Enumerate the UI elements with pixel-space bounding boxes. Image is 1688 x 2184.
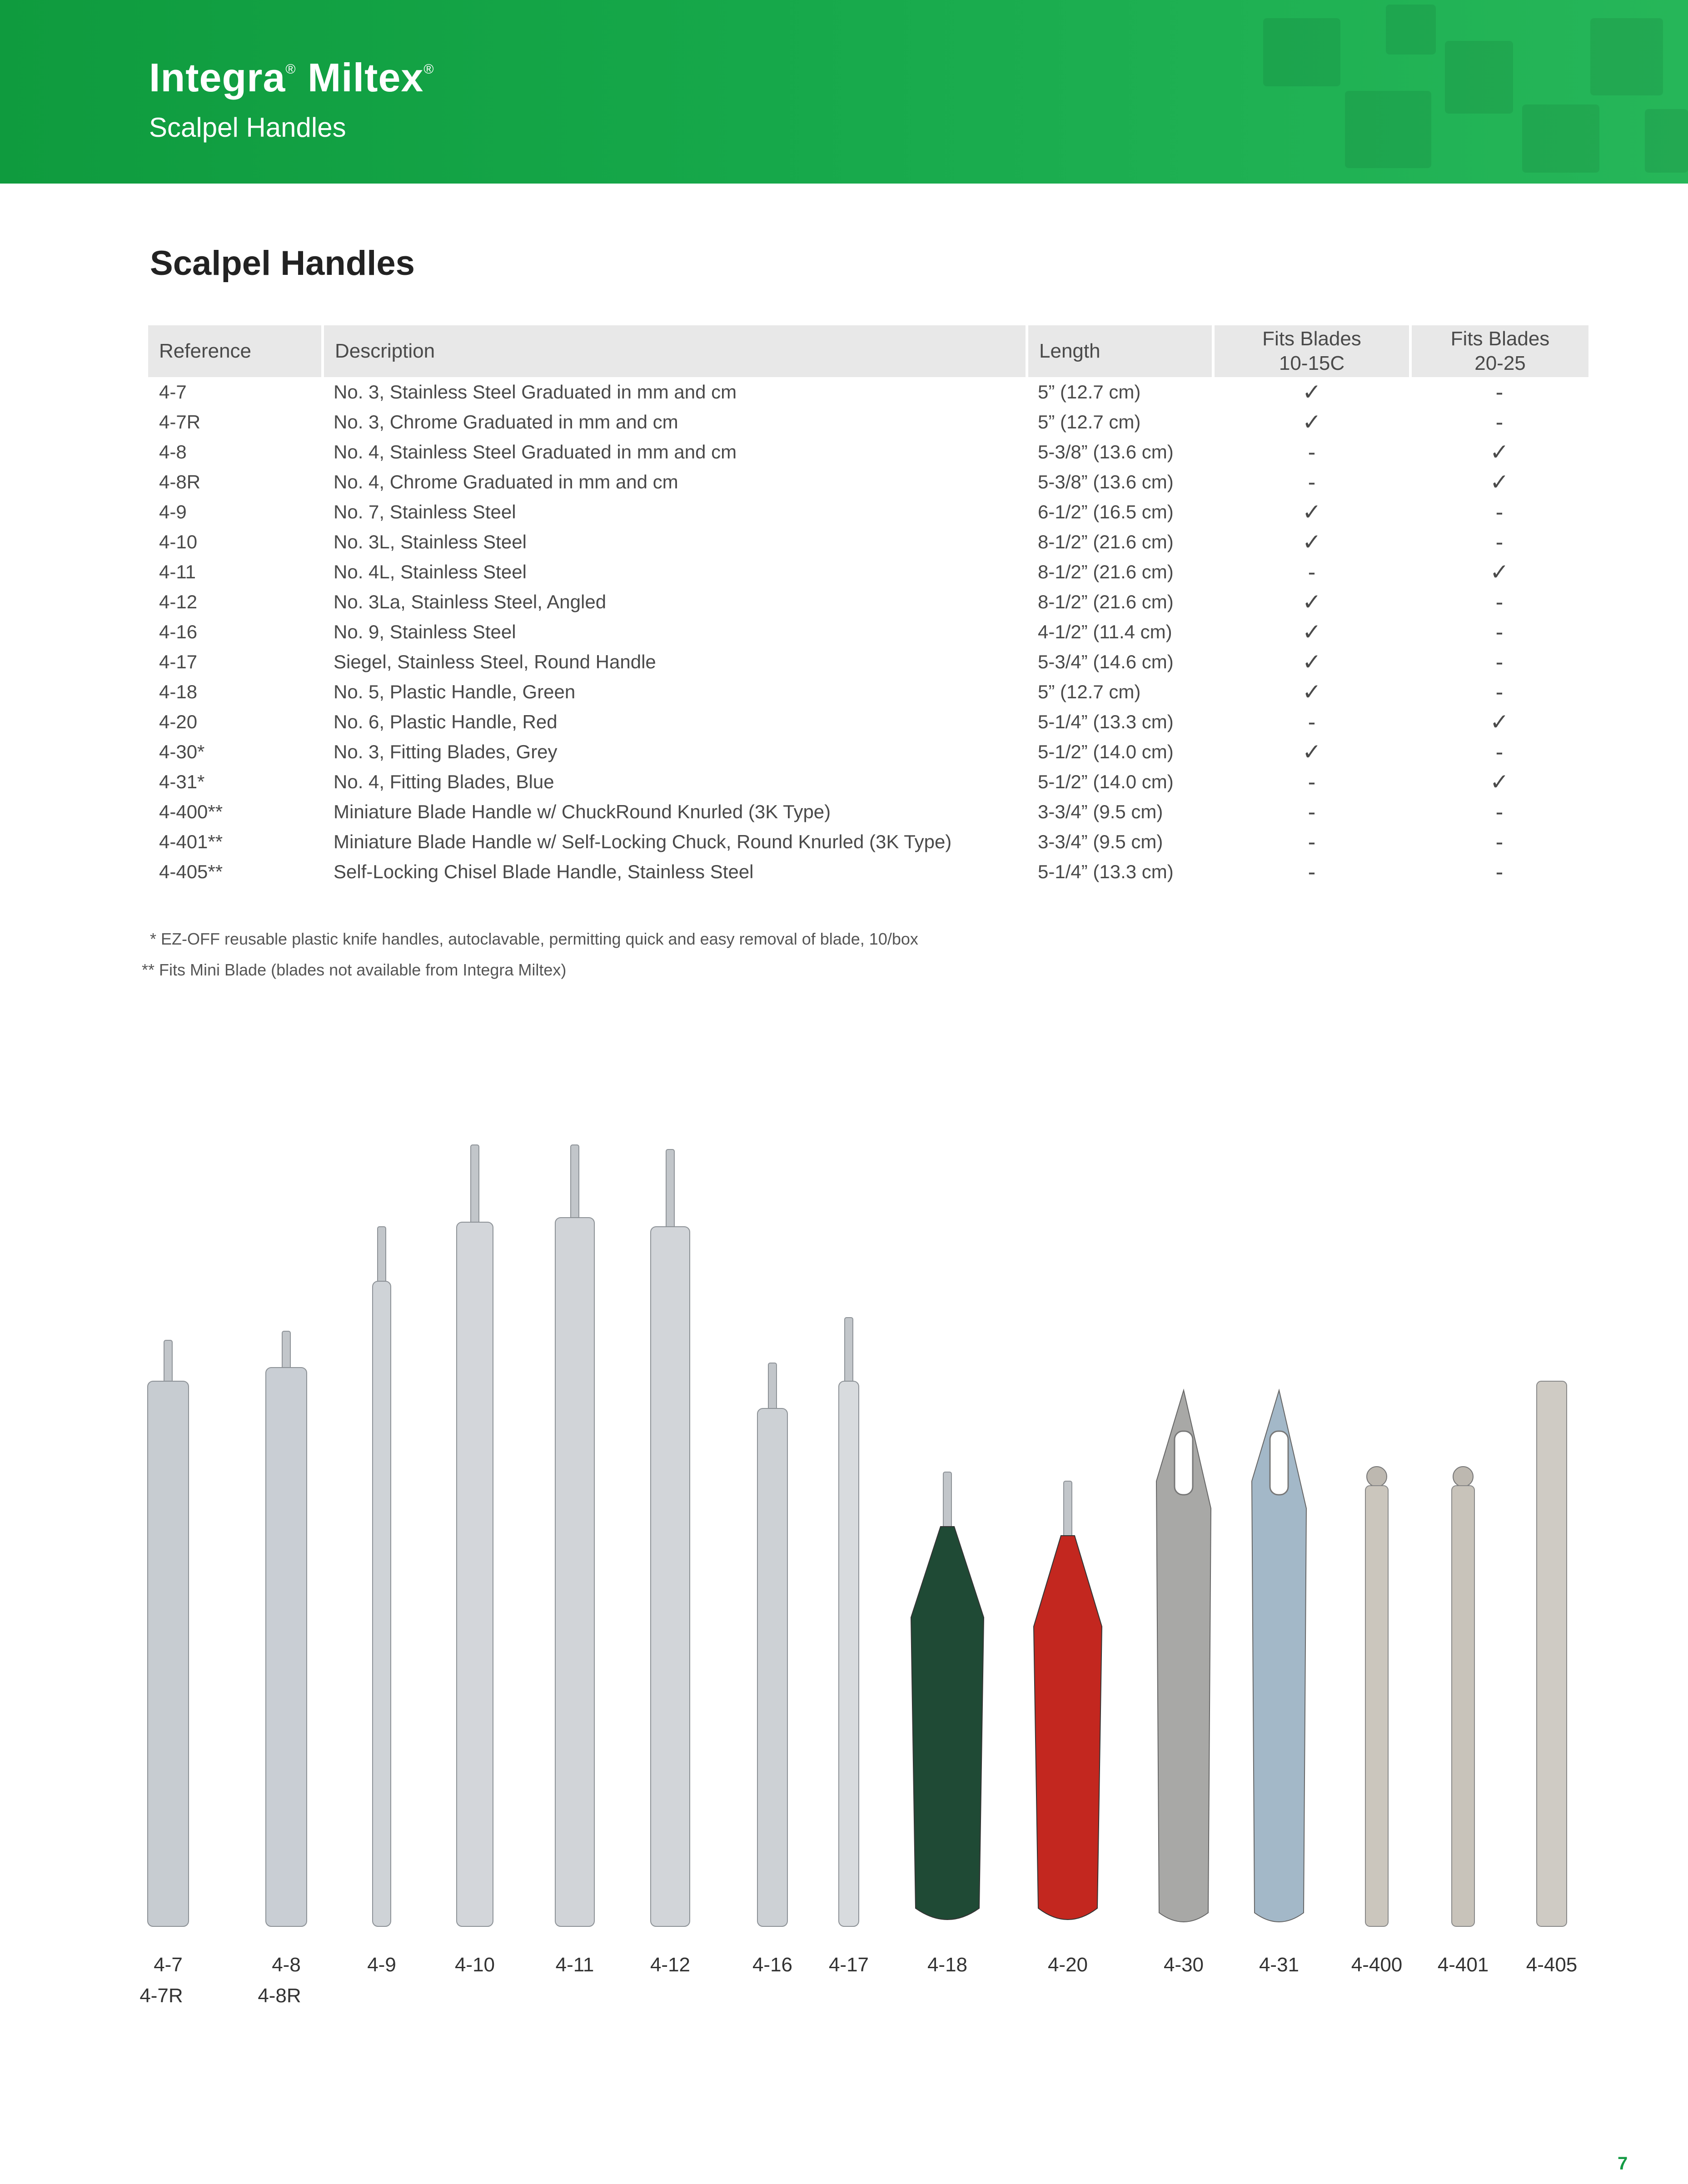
cell-fits-large-blades: ✓ — [1490, 469, 1509, 495]
cell-length: 8-1/2” (21.6 cm) — [1038, 591, 1174, 612]
cell-fits-large-blades: - — [1495, 409, 1504, 435]
handle-label: 4-9 — [367, 1954, 396, 1976]
table-row — [148, 617, 1588, 647]
header-line: Fits Blades — [1450, 328, 1550, 350]
cell-fits-small-blades: ✓ — [1302, 409, 1321, 435]
handle-illustrations — [0, 1127, 1688, 2007]
cell-description: No. 3, Chrome Graduated in mm and cm — [334, 411, 678, 433]
cell-description: Siegel, Stainless Steel, Round Handle — [334, 651, 656, 672]
table-row — [148, 707, 1588, 737]
chuck-cap — [1367, 1467, 1387, 1487]
cell-description: No. 3La, Stainless Steel, Angled — [334, 591, 607, 612]
handle-label: 4-8 — [272, 1954, 301, 1976]
cell-fits-large-blades: - — [1495, 619, 1504, 645]
handle-body — [757, 1408, 787, 1926]
handle-label: 4-7 — [154, 1954, 183, 1976]
cell-reference: 4-30* — [159, 741, 205, 762]
handle-label: 4-10 — [454, 1954, 495, 1976]
cell-length: 5-3/4” (14.6 cm) — [1038, 651, 1174, 672]
header-line: Fits Blades — [1262, 328, 1361, 350]
cell-fits-large-blades: - — [1495, 679, 1504, 705]
cell-length: 5-3/8” (13.6 cm) — [1038, 471, 1174, 493]
cell-fits-large-blades: - — [1495, 859, 1504, 885]
table-row — [148, 737, 1588, 767]
blade-release-slot — [1175, 1431, 1193, 1495]
header-subtitle: Scalpel Handles — [149, 112, 346, 143]
handle-label: 4-401 — [1437, 1954, 1489, 1976]
table-row — [148, 857, 1588, 887]
cell-length: 6-1/2” (16.5 cm) — [1038, 501, 1174, 522]
cell-fits-large-blades: ✓ — [1490, 559, 1509, 585]
column-header-fits-small-blades — [1213, 325, 1410, 377]
cell-fits-small-blades: ✓ — [1302, 739, 1321, 765]
decorative-square — [1345, 91, 1431, 168]
registered-mark: ® — [285, 62, 296, 77]
handle-label: 4-16 — [752, 1954, 793, 1976]
cell-description: No. 9, Stainless Steel — [334, 621, 516, 642]
brand-name: Integra — [149, 55, 286, 100]
handle-body — [911, 1527, 984, 1920]
decorative-square — [1445, 41, 1513, 114]
cell-fits-large-blades: - — [1495, 829, 1504, 855]
table-row — [148, 437, 1588, 467]
cell-description: No. 4, Stainless Steel Graduated in mm and cm — [334, 441, 737, 463]
handle-body — [1452, 1486, 1474, 1926]
handle-body — [1537, 1381, 1567, 1926]
cell-reference: 4-31* — [159, 771, 205, 792]
table-row — [148, 407, 1588, 437]
cell-reference: 4-16 — [159, 621, 198, 642]
handle-body — [1365, 1486, 1388, 1926]
cell-reference: 4-9 — [159, 501, 187, 522]
cell-length: 5” (12.7 cm) — [1038, 381, 1141, 403]
column-header-reference: Reference — [148, 325, 323, 377]
cell-reference: 4-7R — [159, 411, 201, 433]
cell-fits-small-blades: - — [1308, 559, 1316, 585]
header-banner — [0, 0, 1688, 184]
cell-description: No. 4, Fitting Blades, Blue — [334, 771, 554, 792]
cell-reference: 4-400** — [159, 801, 223, 822]
cell-fits-small-blades: - — [1308, 829, 1316, 855]
cell-fits-large-blades: ✓ — [1490, 709, 1509, 735]
handle-label-secondary: 4-7R — [139, 1985, 183, 2007]
handle-label: 4-17 — [828, 1954, 869, 1976]
cell-reference: 4-7 — [159, 381, 187, 403]
cell-description: No. 3, Stainless Steel Graduated in mm and cm — [334, 381, 737, 403]
cell-reference: 4-17 — [159, 651, 198, 672]
handle-label: 4-11 — [555, 1954, 594, 1976]
table-row — [148, 677, 1588, 707]
handle-body — [457, 1222, 493, 1926]
scalpel-handles-table — [148, 325, 1588, 887]
table-body — [148, 377, 1588, 887]
header-line: 10-15C — [1279, 352, 1345, 374]
column-header-fits-large-blades — [1410, 325, 1588, 377]
cell-fits-small-blades: - — [1308, 769, 1316, 795]
handle-body — [373, 1281, 391, 1926]
cell-length: 5-1/2” (14.0 cm) — [1038, 771, 1174, 792]
cell-length: 4-1/2” (11.4 cm) — [1038, 621, 1172, 642]
cell-description: No. 6, Plastic Handle, Red — [334, 711, 558, 732]
handle-body — [1034, 1536, 1102, 1920]
cell-reference: 4-20 — [159, 711, 198, 732]
table-row — [148, 767, 1588, 797]
cell-length: 8-1/2” (21.6 cm) — [1038, 531, 1174, 552]
table-header-row — [148, 325, 1588, 377]
handle-body — [148, 1381, 189, 1926]
handle-label: 4-31 — [1259, 1954, 1300, 1976]
cell-fits-large-blades: - — [1495, 529, 1504, 555]
handle-body — [555, 1218, 594, 1926]
cell-fits-large-blades: - — [1495, 739, 1504, 765]
blade-release-slot — [1270, 1431, 1288, 1495]
decorative-square — [1263, 18, 1340, 86]
footnote-single-asterisk: * EZ-OFF reusable plastic knife handles, autoclavable, permitting quick and easy removal of blade, 10/box — [150, 930, 918, 948]
cell-fits-large-blades: - — [1495, 589, 1504, 615]
cell-description: No. 3, Fitting Blades, Grey — [334, 741, 558, 762]
table-row — [148, 827, 1588, 857]
section-title: Scalpel Handles — [150, 244, 415, 283]
handle-body — [266, 1368, 307, 1926]
table-row — [148, 467, 1588, 497]
header-line: 20-25 — [1474, 352, 1526, 374]
handle-body — [839, 1381, 859, 1926]
decorative-square — [1386, 5, 1436, 55]
cell-reference: 4-18 — [159, 681, 198, 702]
table-row — [148, 587, 1588, 617]
cell-description: No. 7, Stainless Steel — [334, 501, 516, 522]
cell-reference: 4-12 — [159, 591, 198, 612]
registered-mark-2: ® — [423, 62, 434, 77]
brand-title — [149, 55, 434, 101]
cell-fits-small-blades: ✓ — [1302, 529, 1321, 555]
cell-length: 8-1/2” (21.6 cm) — [1038, 561, 1174, 582]
cell-fits-large-blades: ✓ — [1490, 769, 1509, 795]
cell-reference: 4-405** — [159, 861, 223, 882]
decorative-square — [1645, 109, 1688, 173]
handles-figure — [0, 1127, 1688, 1945]
handle-label: 4-12 — [650, 1954, 691, 1976]
cell-length: 5-1/4” (13.3 cm) — [1038, 711, 1174, 732]
cell-description: Self-Locking Chisel Blade Handle, Stainless Steel — [334, 861, 754, 882]
decorative-square — [1590, 18, 1663, 95]
handle-label: 4-30 — [1163, 1954, 1204, 1976]
cell-fits-small-blades: - — [1308, 709, 1316, 735]
handle-label: 4-20 — [1047, 1954, 1088, 1976]
decorative-square — [1522, 104, 1599, 173]
cell-reference: 4-8R — [159, 471, 201, 493]
cell-reference: 4-401** — [159, 831, 223, 852]
cell-description: No. 4, Chrome Graduated in mm and cm — [334, 471, 678, 493]
cell-length: 5-1/2” (14.0 cm) — [1038, 741, 1174, 762]
table-row — [148, 527, 1588, 557]
cell-description: No. 3L, Stainless Steel — [334, 531, 527, 552]
cell-fits-large-blades: ✓ — [1490, 439, 1509, 465]
cell-description: Miniature Blade Handle w/ ChuckRound Knurled (3K Type) — [334, 801, 831, 822]
table-row — [148, 377, 1588, 407]
cell-fits-small-blades: - — [1308, 859, 1316, 885]
cell-fits-small-blades: ✓ — [1302, 379, 1321, 405]
cell-description: Miniature Blade Handle w/ Self-Locking Chuck, Round Knurled (3K Type) — [334, 831, 952, 852]
cell-fits-small-blades: ✓ — [1302, 589, 1321, 615]
column-header-length: Length — [1027, 325, 1213, 377]
cell-reference: 4-10 — [159, 531, 198, 552]
cell-fits-large-blades: - — [1495, 379, 1504, 405]
cell-reference: 4-11 — [159, 561, 196, 582]
cell-fits-small-blades: ✓ — [1302, 619, 1321, 645]
table-row — [148, 647, 1588, 677]
footnote-double-asterisk: ** Fits Mini Blade (blades not available from Integra Miltex) — [142, 960, 567, 979]
table-row — [148, 497, 1588, 527]
handle-label: 4-405 — [1526, 1954, 1578, 1976]
handle-label: 4-18 — [927, 1954, 968, 1976]
cell-length: 5-3/8” (13.6 cm) — [1038, 441, 1174, 463]
cell-description: No. 5, Plastic Handle, Green — [334, 681, 576, 702]
cell-fits-small-blades: ✓ — [1302, 649, 1321, 675]
cell-length: 5-1/4” (13.3 cm) — [1038, 861, 1174, 882]
column-header-description: Description — [323, 325, 1027, 377]
cell-length: 3-3/4” (9.5 cm) — [1038, 831, 1163, 852]
cell-fits-large-blades: - — [1495, 799, 1504, 825]
cell-length: 5” (12.7 cm) — [1038, 411, 1141, 433]
cell-reference: 4-8 — [159, 441, 187, 463]
cell-fits-small-blades: - — [1308, 439, 1316, 465]
cell-length: 5” (12.7 cm) — [1038, 681, 1141, 702]
cell-length: 3-3/4” (9.5 cm) — [1038, 801, 1163, 822]
page-number: 7 — [1618, 2154, 1628, 2174]
cell-fits-small-blades: - — [1308, 469, 1316, 495]
cell-fits-large-blades: - — [1495, 499, 1504, 525]
cell-fits-small-blades: ✓ — [1302, 679, 1321, 705]
cell-fits-small-blades: ✓ — [1302, 499, 1321, 525]
cell-fits-large-blades: - — [1495, 649, 1504, 675]
cell-description: No. 4L, Stainless Steel — [334, 561, 527, 582]
chuck-cap — [1453, 1467, 1473, 1487]
cell-fits-small-blades: - — [1308, 799, 1316, 825]
table-row — [148, 557, 1588, 587]
handle-label-secondary: 4-8R — [258, 1985, 301, 2007]
handle-label: 4-400 — [1351, 1954, 1403, 1976]
brand-name-2: Miltex — [307, 55, 424, 100]
handle-body — [651, 1227, 690, 1926]
table-row — [148, 797, 1588, 827]
